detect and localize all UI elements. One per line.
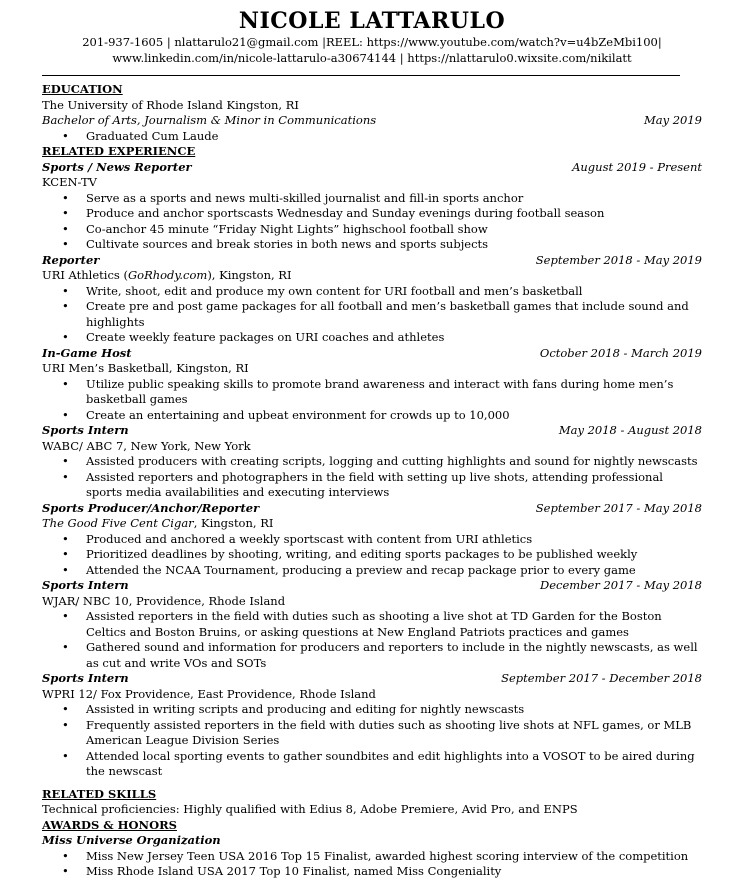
job-date: August 2019 - Present xyxy=(572,159,702,174)
education-school: The University of Rhode Island Kingston, RI xyxy=(42,97,299,112)
list-item: • Create pre and post game packages for all football and men’s basketball games that include sound and highlights xyxy=(86,299,702,330)
list-item: • Serve as a sports and news multi-skilled journalist and fill-in sports anchor xyxy=(86,191,702,207)
job-org-suffix: ), Kingston, RI xyxy=(207,268,292,282)
job-date: September 2017 - December 2018 xyxy=(501,671,702,685)
list-item: • Produce and anchor sportscasts Wednesday and Sunday evenings during football season xyxy=(86,206,702,222)
job-header xyxy=(42,501,702,517)
job-org: KCEN-TV xyxy=(42,175,97,189)
job-role: Sports Producer/Anchor/Reporter xyxy=(42,500,260,515)
list-item: • Assisted producers with creating scripts, logging and cutting highlights and sound for nightly newscasts xyxy=(86,454,702,470)
list-item: • Attended local sporting events to gather soundbites and edit highlights into a VOSOT to be aired during the newscast xyxy=(86,749,702,780)
job-bullets xyxy=(42,377,702,424)
job-role: Sports Intern xyxy=(42,671,129,685)
job-role: Sports Intern xyxy=(42,423,129,437)
job-date: September 2018 - May 2019 xyxy=(535,252,702,267)
job-bullets xyxy=(42,532,702,579)
job-org: WJAR/ NBC 10, Providence, Rhode Island xyxy=(42,593,286,608)
job-date: October 2018 - March 2019 xyxy=(539,345,702,360)
job-org-publication: The Good Five Cent Cigar xyxy=(42,516,194,530)
list-item: • Cultivate sources and break stories in both news and sports subjects xyxy=(86,237,702,253)
job-org-suffix: , Kingston, RI xyxy=(193,516,274,530)
job-header xyxy=(42,160,702,176)
education-bullets xyxy=(42,129,702,145)
list-item: • Utilize public speaking skills to promote brand awareness and interact with fans during home men’s basketball games xyxy=(86,377,702,408)
job-bullets xyxy=(42,702,702,780)
awards-heading: AWARDS & HONORS xyxy=(42,817,177,832)
job-bullets xyxy=(42,284,702,346)
job-date: December 2017 - May 2018 xyxy=(539,578,702,592)
education-degree-row xyxy=(42,113,702,129)
job-org-website: GoRhody.com xyxy=(127,268,208,282)
list-item: • Create an entertaining and upbeat environment for crowds up to 10,000 xyxy=(86,408,702,424)
experience-heading: RELATED EXPERIENCE xyxy=(42,144,196,158)
list-item: • Frequently assisted reporters in the field with duties such as shooting live shots at NFL games, or MLB American League Division Series xyxy=(86,718,702,749)
job-role: Sports Intern xyxy=(42,578,129,592)
header-divider xyxy=(42,75,680,76)
job-org: WABC/ ABC 7, New York, New York xyxy=(42,438,251,453)
job-role: Reporter xyxy=(42,252,100,267)
list-item: • Co-anchor 45 minute “Friday Night Lights” highschool football show xyxy=(86,222,702,238)
job-bullets xyxy=(42,191,702,253)
job-org xyxy=(42,516,702,532)
job-role: Sports / News Reporter xyxy=(42,159,192,174)
list-item: • Prioritized deadlines by shooting, writing, and editing sports packages to be published weekly xyxy=(86,547,702,563)
list-item: • Assisted reporters in the field with duties such as shooting a live shot at TD Garden for the Boston Celtics and Boston Bruins, or asking questions at New England Patriots practices and games xyxy=(86,609,702,640)
list-item: • Produced and anchored a weekly sportscast with content from URI athletics xyxy=(86,532,702,548)
list-item: • Attended the NCAA Tournament, producing a preview and recap package prior to every game xyxy=(86,563,702,579)
contact-line-2: www.linkedin.com/in/nicole-lattarulo-a30674144 | https://nlattarulo0.wixsite.com/nikilatt xyxy=(112,51,632,65)
job-role: In-Game Host xyxy=(42,345,132,360)
skills-text: Technical proficiencies: Highly qualified with Edius 8, Adobe Premiere, Avid Pro, and ENPS xyxy=(42,802,578,816)
job-header xyxy=(42,346,702,362)
job-header xyxy=(42,578,702,594)
job-header xyxy=(42,423,702,439)
job-org xyxy=(42,268,702,284)
list-item: • Gathered sound and information for producers and reporters to include in the nightly newscasts, as well as cut and write VOs and SOTs xyxy=(86,640,702,671)
list-item: • Assisted in writing scripts and producing and editing for nightly newscasts xyxy=(86,702,702,718)
job-date: September 2017 - May 2018 xyxy=(535,500,702,515)
job-org: WPRI 12/ Fox Providence, East Providence, Rhode Island xyxy=(42,686,376,701)
job-header xyxy=(42,253,702,269)
education-heading: EDUCATION xyxy=(42,82,123,96)
job-bullets xyxy=(42,454,702,501)
resume-name: NICOLE LATTARULO xyxy=(238,8,506,34)
education-date: May 2019 xyxy=(643,113,702,127)
awards-bullets xyxy=(42,849,702,880)
list-item: • Graduated Cum Laude xyxy=(86,129,702,145)
list-item: • Create weekly feature packages on URI coaches and athletes xyxy=(86,330,702,346)
job-header xyxy=(42,671,702,687)
list-item: • Write, shoot, edit and produce my own content for URI football and men’s basketball xyxy=(86,284,702,300)
job-org-prefix: URI Athletics ( xyxy=(42,268,128,282)
list-item: • Miss Rhode Island USA 2017 Top 10 Finalist, named Miss Congeniality xyxy=(86,864,702,880)
list-item: • Assisted reporters and photographers in the field with setting up live shots, attending professional sports media availabilities and executing interviews xyxy=(86,470,702,501)
education-degree: Bachelor of Arts, Journalism & Minor in Communications xyxy=(42,113,377,127)
contact-line-1: 201-937-1605 | nlattarulo21@gmail.com |REEL: https://www.youtube.com/watch?v=u4bZeMbi100| xyxy=(82,35,662,49)
job-date: May 2018 - August 2018 xyxy=(558,423,702,437)
job-bullets xyxy=(42,609,702,671)
awards-org: Miss Universe Organization xyxy=(42,833,221,847)
section-spacer xyxy=(42,780,702,787)
skills-heading: RELATED SKILLS xyxy=(42,786,157,801)
list-item: • Miss New Jersey Teen USA 2016 Top 15 Finalist, awarded highest scoring interview of the competition xyxy=(86,849,702,865)
job-org: URI Men’s Basketball, Kingston, RI xyxy=(42,361,249,375)
